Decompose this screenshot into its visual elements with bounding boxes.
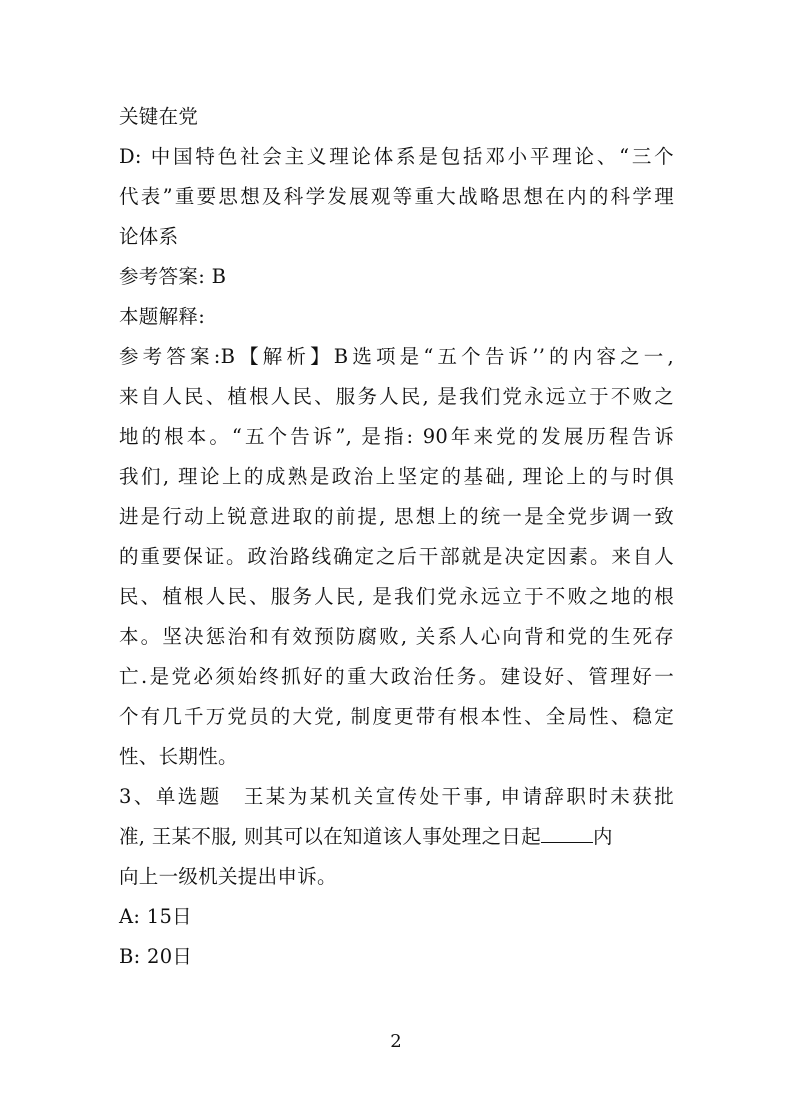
explanation-text: 来自人民、植根人民、服务人民, 是我们党永远立于不败之 <box>119 385 674 408</box>
explanation-heading: 本题解释: <box>119 305 206 328</box>
question-text: 内 <box>593 825 613 848</box>
explanation-text: 我们, 理论上的成熟是政治上坚定的基础, 理论上的与时俱 <box>119 465 674 488</box>
page-content <box>119 100 674 974</box>
explanation-text: 进是行动上锐意进取的前提, 思想上的统一是全党步调一致 <box>119 505 674 528</box>
answer-blank <box>541 822 593 843</box>
explanation-text: 亡.是党必须始终抓好的重大政治任务。建设好、管理好一 <box>119 665 674 688</box>
explanation-text: 性、长期性。 <box>119 745 238 768</box>
question-line <box>119 780 674 814</box>
explanation-text: 个有几千万党员的大党, 制度更带有根本性、全局性、稳定 <box>119 705 674 728</box>
option-d-text: 论体系 <box>119 225 179 248</box>
explanation-text: 地的根本。“五个告诉”, 是指: 90年来党的发展历程告诉 <box>119 425 674 448</box>
explanation-text: 参考答案:B【解析】B选项是“五个告诉’’的内容之一, <box>119 345 674 368</box>
question-line: 向上一级机关提出申诉。 <box>119 865 337 888</box>
option-b: B: 20日 <box>119 945 193 968</box>
explanation-text: 本。坚决惩治和有效预防腐败, 关系人心向背和党的生死存 <box>119 625 674 648</box>
question-text: 王某为某机关宣传处干事, 申请辞职时未获批 <box>241 785 674 808</box>
question-line <box>119 820 674 854</box>
option-a: A: 15日 <box>119 905 192 928</box>
text-line: 关键在党 <box>119 105 199 128</box>
question-text: 准, 王某不服, 则其可以在知道该人事处理之日起 <box>119 825 541 848</box>
explanation-text: 的重要保证。政治路线确定之后干部就是决定因素。来自人 <box>119 545 674 568</box>
question-label: 3、单选题 <box>119 785 222 808</box>
explanation-text: 民、植根人民、服务人民, 是我们党永远立于不败之地的根 <box>119 585 674 608</box>
option-d-text: D: 中国特色社会主义理论体系是包括邓小平理论、“三个 <box>119 145 674 168</box>
reference-answer: 参考答案: B <box>119 265 227 288</box>
page-number: 2 <box>390 1031 402 1052</box>
option-d-text: 代表”重要思想及科学发展观等重大战略思想在内的科学理 <box>119 185 674 208</box>
